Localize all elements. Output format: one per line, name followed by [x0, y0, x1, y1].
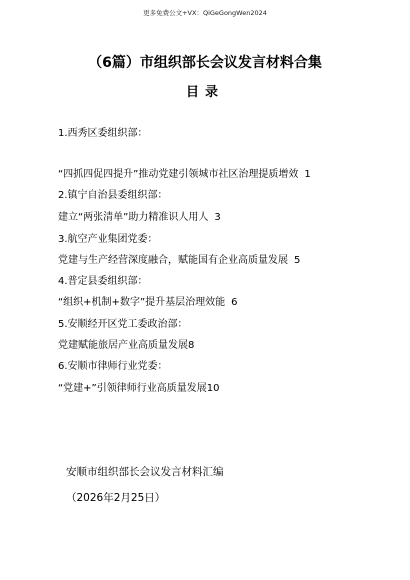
toc-page-number: 10	[206, 383, 220, 394]
toc-item-title: “四抓四促四提升”推动党建引领城市社区治理提质增效	[58, 169, 299, 180]
document-title: （6篇）市组织部长会议发言材料合集	[88, 55, 322, 71]
toc-item-title: 党建与生产经营深度融合，赋能国有企业高质量发展	[58, 255, 288, 266]
toc-page-number: 1	[304, 169, 311, 180]
toc-heading: 目录	[185, 85, 224, 100]
toc-section-1: 1.西秀区委组织部：	[58, 128, 148, 139]
toc-section-6: 6.安顺市律师行业党委：	[58, 361, 168, 372]
toc-section-5: 5.安顺经开区党工委政治部：	[58, 319, 188, 330]
toc-item-title: 建立“两张清单”助力精准识人用人	[58, 212, 209, 223]
toc-page-number: 5	[294, 255, 301, 266]
toc-item-2	[58, 208, 221, 223]
footer-date: （2026年2月25日）	[66, 492, 166, 504]
footer-organization: 安顺市组织部长会议发言材料汇编	[66, 466, 224, 478]
toc-item-5	[58, 336, 194, 351]
toc-item-title: “组织+机制+数字”提升基层治理效能	[58, 297, 226, 308]
toc-item-title: “党建+”引领律师行业高质量发展	[58, 383, 207, 394]
toc-item-1	[58, 165, 311, 180]
toc-item-3	[58, 251, 300, 266]
toc-section-3: 3.航空产业集团党委：	[58, 234, 158, 245]
header-note: 更多免费公文+VX：QiGeGongWen2024	[143, 9, 267, 17]
toc-page-number: 3	[214, 212, 221, 223]
toc-section-4: 4.普定县委组织部：	[58, 276, 148, 287]
toc-item-title: 党建赋能旅居产业高质量发展	[58, 340, 188, 351]
toc-page-number: 6	[231, 297, 238, 308]
toc-page-number: 8	[188, 340, 195, 351]
toc-section-2: 2.镇宁自治县委组织部：	[58, 190, 168, 201]
toc-item-4	[58, 293, 238, 308]
toc-item-6	[58, 379, 219, 394]
